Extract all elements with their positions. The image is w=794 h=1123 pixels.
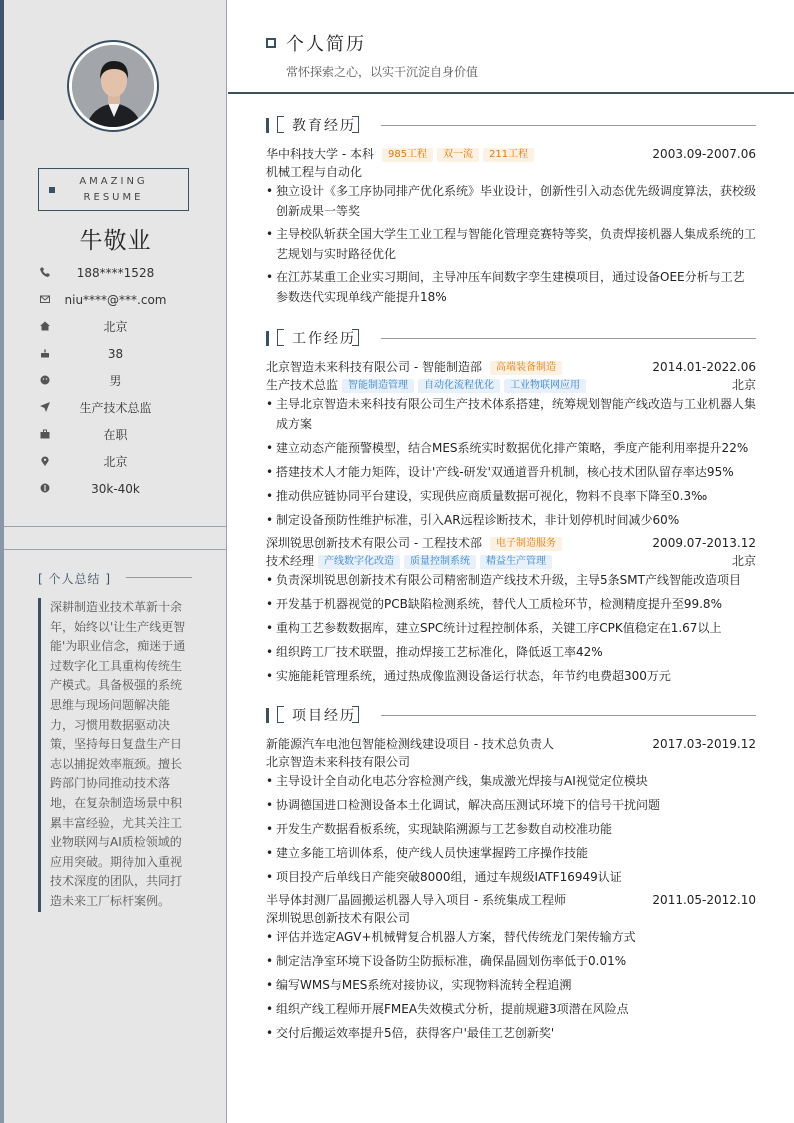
info-row-location	[4, 449, 227, 476]
info-row-email	[4, 287, 227, 314]
list-item: • 主导北京智造未来科技有限公司生产技术体系搭建，统筹规划智能产线改造与工业机器人集成方案	[266, 394, 756, 434]
job-city: 北京	[731, 554, 756, 568]
job-skill-tag: 工业物联网应用	[504, 379, 586, 393]
project-name: 新能源汽车电池包智能检测线建设项目 - 技术总负责人	[266, 737, 554, 751]
badge-line2: RESUME	[83, 192, 144, 203]
education-heading-line	[381, 125, 756, 126]
project-header-row	[266, 735, 756, 753]
job-skill-tag: 精益生产管理	[480, 555, 552, 569]
list-item: • 开发基于机器视觉的PCB缺陷检测系统，替代人工质检环节，检测精度提升至99.8%	[266, 594, 756, 614]
person-name: 牛敬业	[79, 228, 152, 254]
list-item: • 制定设备预防性维护标准，引入AR远程诊断技术，非计划停机时间减少60%	[266, 510, 756, 530]
job-company: 深圳锐思创新技术有限公司 - 工程技术部	[266, 536, 482, 550]
work-title: 工作经历	[292, 331, 356, 347]
project-company: 北京智造未来科技有限公司	[266, 755, 411, 769]
work-heading-line	[381, 338, 756, 339]
list-item: • 组织跨工厂技术联盟，推动焊接工艺标准化，降低返工率42%	[266, 642, 756, 662]
job-date: 2009.07-2013.12	[652, 536, 756, 550]
info-row-phone	[4, 260, 227, 287]
email-value: niu****@***.com	[64, 293, 167, 307]
sidebar-divider-1	[4, 526, 227, 527]
list-item: • 重构工艺参数数据库，建立SPC统计过程控制体系，关键工序CPK值稳定在1.67以上	[266, 618, 756, 638]
job-skill-tag: 质量控制系统	[404, 555, 476, 569]
education-date: 2003.09-2007.06	[652, 147, 756, 161]
project-company-row	[266, 753, 756, 771]
job-company: 北京智造未来科技有限公司 - 智能制造部	[266, 360, 482, 374]
list-item: • 建立动态产能预警模型，结合MES系统实时数据优化排产策略，季度产能利用率提升22%	[266, 438, 756, 458]
list-item: • 评估并选定AGV+机械臂复合机器人方案，替代传统龙门架传输方式	[266, 927, 756, 947]
badge-line1: AMAZING	[79, 176, 148, 187]
job-skill-tag: 自动化流程优化	[418, 379, 500, 393]
job-role-row	[266, 552, 756, 570]
job-role: 生产技术总监	[266, 378, 339, 392]
summary-title-wrap: [ 个人总结 ]	[38, 572, 112, 586]
job-date: 2014.01-2022.06	[652, 360, 756, 374]
project-name: 半导体封测厂晶圆搬运机器人导入项目 - 系统集成工程师	[266, 893, 566, 907]
portrait-icon	[72, 45, 154, 127]
job-header-row	[266, 358, 756, 376]
education-title: 教育经历	[292, 118, 356, 134]
list-item: • 组织产线工程师开展FMEA失效模式分析，提前规避3项潜在风险点	[266, 999, 756, 1019]
job-industry-tag: 高端装备制造	[490, 361, 562, 375]
job-highlights	[266, 570, 756, 686]
info-row-age	[4, 341, 227, 368]
page-subtitle: 常怀探索之心，以实干沉淀自身价值	[286, 65, 479, 79]
list-item: • 主导设计全自动化电芯分容检测产线，集成激光焊接与AI视觉定位模块	[266, 771, 756, 791]
summary-heading-line	[126, 577, 192, 578]
job-role: 技术经理	[266, 554, 315, 568]
education-header-row	[266, 145, 756, 163]
job-role-row	[266, 376, 756, 394]
projects-section-heading	[266, 706, 756, 726]
job-highlights	[266, 394, 756, 530]
work-section-heading	[266, 329, 756, 349]
project-highlights	[266, 927, 756, 1043]
project-company-row	[266, 909, 756, 927]
list-item: • 搭建技术人才能力矩阵，设计'产线-研发'双通道晋升机制，核心技术团队留存率达95%	[266, 462, 756, 482]
list-item: • 开发生产数据看板系统，实现缺陷溯源与工艺参数自动校准功能	[266, 819, 756, 839]
list-item: • 编写WMS与MES系统对接协议，实现物料流转全程追溯	[266, 975, 756, 995]
education-highlights	[266, 181, 756, 307]
badge-square-icon	[49, 187, 55, 193]
summary-heading	[38, 570, 208, 584]
education-tag: 985工程	[382, 148, 433, 162]
education-section-heading	[266, 116, 756, 136]
home-value: 北京	[103, 320, 128, 334]
education-tag: 211工程	[483, 148, 534, 162]
project-date: 2017.03-2019.12	[652, 737, 756, 751]
job-city: 北京	[731, 378, 756, 392]
projects-title: 项目经历	[292, 708, 356, 724]
list-item: • 建立多能工培训体系，使产线人员快速掌握跨工序操作技能	[266, 843, 756, 863]
list-item: • 主导校队斩获全国大学生工业工程与智能化管理竞赛特等奖，负责焊接机器人集成系统的工艺规划与实时路径优化	[266, 224, 756, 264]
salary-value: 30k-40k	[91, 482, 140, 496]
summary-text: 深耕制造业技术革新十余年，始终以'让生产线更智能'为职业信念，痴迷于通过数字化工具重构传统生产模式。具备极强的系统思维与现场问题解决能力，习惯用数据驱动决策，坚持每日复盘生产日志以捕捉效率瓶颈。擅长跨部门协同推动技术落地，在复杂制造场景中积累丰富经验，尤其关注工业物联网与AI质检领域的应用突破。期待加入重视技术深度的团队，共同打造未来工厂标杆案例。	[38, 598, 188, 912]
gender-value: 男	[109, 374, 122, 388]
header-divider	[228, 92, 794, 94]
job-skill-tag: 产线数字化改造	[318, 555, 400, 569]
contact-info-list	[4, 260, 227, 503]
page-title: 个人简历	[286, 34, 366, 55]
info-row-position	[4, 395, 227, 422]
info-row-home	[4, 314, 227, 341]
age-value: 38	[107, 347, 124, 361]
education-major-row	[266, 163, 756, 181]
position-value: 生产技术总监	[79, 401, 152, 415]
info-row-status	[4, 422, 227, 449]
avatar	[67, 40, 159, 132]
school-name: 华中科技大学 - 本科	[266, 147, 374, 161]
info-row-gender	[4, 368, 227, 395]
education-major: 机械工程与自动化	[266, 165, 363, 179]
title-square-icon	[266, 38, 276, 48]
main-content	[228, 0, 794, 1123]
list-item: • 实施能耗管理系统，通过热成像监测设备运行状态，年节约电费超300万元	[266, 666, 756, 686]
list-item: • 在江苏某重工企业实习期间，主导冲压车间数字孪生建模项目，通过设备OEE分析与工艺参数迭代实现单线产能提升18%	[266, 267, 756, 307]
status-value: 在职	[103, 428, 128, 442]
sidebar-divider-2	[4, 549, 227, 550]
education-tag: 双一流	[437, 148, 479, 162]
project-date: 2011.05-2012.10	[652, 893, 756, 907]
summary-title: 个人总结	[48, 572, 101, 586]
project-company: 深圳锐思创新技术有限公司	[266, 911, 411, 925]
resume-badge	[38, 168, 189, 211]
job-industry-tag: 电子制造服务	[490, 537, 562, 551]
info-row-salary	[4, 476, 227, 503]
location-value: 北京	[103, 455, 128, 469]
phone-value: 188****1528	[76, 266, 155, 280]
list-item: • 推动供应链协同平台建设，实现供应商质量数据可视化，物料不良率下降至0.3‰	[266, 486, 756, 506]
list-item: • 独立设计《多工序协同排产优化系统》毕业设计，创新性引入动态优先级调度算法，获校级创新成果一等奖	[266, 181, 756, 221]
project-highlights	[266, 771, 756, 887]
sidebar	[4, 0, 227, 1123]
list-item: • 负责深圳锐思创新技术有限公司精密制造产线技术升级，主导5条SMT产线智能改造项目	[266, 570, 756, 590]
project-header-row	[266, 891, 756, 909]
projects-heading-line	[381, 715, 756, 716]
job-skill-tag: 智能制造管理	[342, 379, 414, 393]
list-item: • 交付后搬运效率提升5倍，获得客户'最佳工艺创新奖'	[266, 1023, 756, 1043]
list-item: • 项目投产后单线日产能突破8000组，通过车规级IATF16949认证	[266, 867, 756, 887]
list-item: • 协调德国进口检测设备本土化调试，解决高压测试环境下的信号干扰问题	[266, 795, 756, 815]
job-header-row	[266, 534, 756, 552]
list-item: • 制定洁净室环境下设备防尘防振标准，确保晶圆划伤率低于0.01%	[266, 951, 756, 971]
